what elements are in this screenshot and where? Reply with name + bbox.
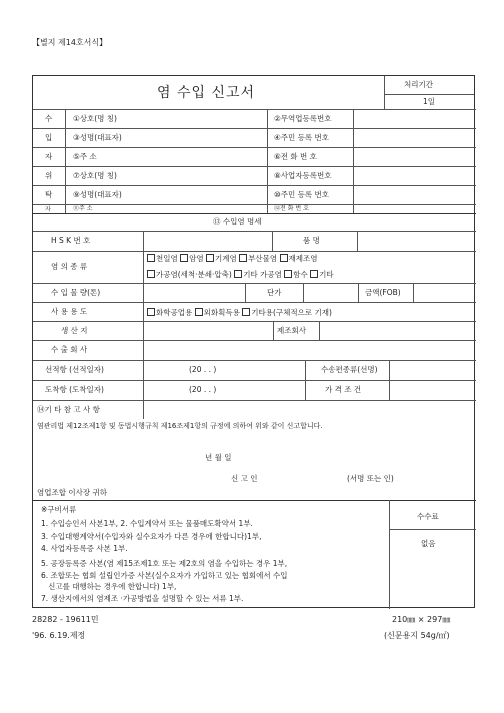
salt-type-option[interactable]: 가공염(세척·분쇄·압축) bbox=[147, 270, 232, 279]
salt-type-option[interactable]: 기계염 bbox=[206, 254, 237, 263]
document-item: 3. 수입대행계약서(수입자와 실수요자가 다른 경우에 한합니다)1부, bbox=[41, 532, 262, 541]
importer-company-name-label: ①상호(명 칭) bbox=[73, 114, 117, 123]
arrival-port-label: 도착항 (도착일자) bbox=[45, 385, 104, 394]
checkbox-icon bbox=[310, 270, 318, 278]
exporter-label: 수 출 회 사 bbox=[51, 345, 88, 354]
fee-label: 수수료 bbox=[417, 512, 439, 521]
transport-type-label: 수송편종류(선명) bbox=[321, 365, 378, 374]
required-documents-heading: ※구비서류 bbox=[41, 505, 77, 514]
usage-options bbox=[147, 308, 332, 317]
consignor-group-label-2: 탁 bbox=[45, 190, 53, 199]
salt-type-option[interactable]: 암염 bbox=[180, 254, 204, 263]
checkbox-icon bbox=[206, 254, 214, 262]
salt-types-row-2 bbox=[147, 270, 334, 279]
declaration-date-line: 년 월 일 bbox=[205, 453, 232, 462]
document-item: 4. 사업자등록증 사본 1부. bbox=[41, 544, 128, 553]
checkbox-icon bbox=[284, 270, 292, 278]
other-notes-label: ⑭기 타 참 고 사 항 bbox=[37, 405, 100, 414]
importer-group-label-2: 입 bbox=[45, 133, 53, 142]
import-salt-details-heading: ⑬ 수입염 명세 bbox=[213, 217, 262, 226]
declaration-form bbox=[32, 75, 475, 608]
checkbox-icon bbox=[234, 270, 242, 278]
consignor-business-reg-no-label: ⑧사업자등록번호 bbox=[274, 171, 332, 180]
checkbox-icon bbox=[195, 308, 203, 316]
processing-period-value: 1일 bbox=[423, 97, 436, 106]
consignor-group-label-1: 위 bbox=[45, 171, 53, 180]
salt-type-option[interactable]: 재제조염 bbox=[280, 254, 318, 263]
checkbox-icon bbox=[147, 254, 155, 262]
form-title: 염 수입 신고서 bbox=[157, 85, 256, 101]
usage-option[interactable]: 외화획득용 bbox=[195, 308, 240, 317]
checkbox-icon bbox=[280, 254, 288, 262]
document-item: 신고를 대행하는 경우에 한합니다) 1부, bbox=[41, 582, 177, 591]
salt-type-option[interactable]: 천일염 bbox=[147, 254, 178, 263]
enactment-date: '96. 6.19.제정 bbox=[32, 631, 86, 640]
salt-type-label: 염 의 종 류 bbox=[51, 262, 88, 271]
importer-trade-reg-no-label: ②무역업등록번호 bbox=[274, 114, 332, 123]
document-item: 5. 공장등록증 사본(염 제15조제1호 또는 제2호의 염을 수입하는 경우 1부, bbox=[41, 559, 288, 568]
amount-fob-label: 금액(FOB) bbox=[365, 288, 401, 297]
consignor-group-label-3: 자 bbox=[45, 206, 51, 213]
consignor-resident-no-label: ⑩주민 등록 번호 bbox=[274, 190, 329, 199]
document-item: 1. 수입승인서 사본1부, 2. 수입계약서 또는 물품매도확약서 1부. bbox=[41, 519, 253, 528]
salt-type-option[interactable]: 기타 bbox=[310, 270, 334, 279]
checkbox-icon bbox=[242, 308, 250, 316]
paper-size: 210㎜ × 297㎜ bbox=[392, 615, 451, 624]
signature-hint: (서명 또는 인) bbox=[347, 474, 394, 483]
importer-phone-label: ⑥전 화 번 호 bbox=[274, 152, 317, 161]
declaration-statement: 염관리법 제12조제1항 및 동법시행규칙 제16조제1항의 규정에 의하여 위와 같이 신고합니다. bbox=[37, 422, 323, 430]
salt-type-option[interactable]: 함수 bbox=[284, 270, 308, 279]
product-name-label: 품 명 bbox=[303, 236, 320, 245]
consignor-phone-label: ⑫전 화 번 호 bbox=[274, 205, 309, 212]
checkbox-icon bbox=[239, 254, 247, 262]
consignor-address-label: ⑪주 소 bbox=[73, 205, 93, 212]
usage-option[interactable]: 화학공업용 bbox=[147, 308, 192, 317]
document-item: 6. 조합또는 협회 설립인가증 사본(실수요자가 가입하고 있는 협회에서 수입 bbox=[41, 571, 288, 580]
importer-group-label-3: 자 bbox=[45, 152, 53, 161]
shipping-date-field[interactable]: (20 . . ) bbox=[189, 365, 217, 374]
form-tag: 【별지 제14호서식】 bbox=[32, 38, 108, 47]
shipping-port-label: 선적항 (선적일자) bbox=[45, 365, 104, 374]
origin-label: 생 산 지 bbox=[61, 326, 88, 335]
quantity-label: 수 입 물 량(톤) bbox=[51, 288, 101, 297]
document-item: 7. 생산지에서의 염제조 ·가공방법을 설명할 수 있는 서류 1부. bbox=[41, 594, 244, 603]
consignor-representative-label: ⑨성명(대표자) bbox=[73, 190, 122, 199]
importer-resident-no-label: ④주민 등록 번호 bbox=[274, 133, 329, 142]
paper-type: (신문용지 54g/㎡) bbox=[384, 631, 450, 640]
processing-period-label: 처리기간 bbox=[404, 80, 433, 89]
checkbox-icon bbox=[147, 270, 155, 278]
salt-type-option[interactable]: 기타 가공염 bbox=[234, 270, 282, 279]
importer-representative-label: ③성명(대표자) bbox=[73, 133, 122, 142]
price-terms-label: 가 격 조 건 bbox=[325, 385, 362, 394]
usage-option[interactable]: 기타용(구체적으로 기재) bbox=[242, 308, 332, 317]
manufacturer-label: 제조회사 bbox=[277, 326, 306, 335]
consignor-company-name-label: ⑦상호(명 칭) bbox=[73, 171, 117, 180]
fee-value: 없음 bbox=[421, 539, 436, 548]
checkbox-icon bbox=[180, 254, 188, 262]
unit-price-label: 단가 bbox=[267, 288, 282, 297]
importer-group-label-1: 수 bbox=[45, 114, 53, 123]
checkbox-icon bbox=[147, 308, 155, 316]
addressee: 염업조합 이사장 귀하 bbox=[37, 488, 107, 497]
declarant-label: 신 고 인 bbox=[231, 474, 258, 483]
hsk-number-label: H S K 번 호 bbox=[51, 236, 91, 245]
usage-label: 사 용 용 도 bbox=[51, 307, 88, 316]
arrival-date-field[interactable]: (20 . . ) bbox=[189, 385, 217, 394]
salt-types-row-1 bbox=[147, 254, 318, 263]
salt-type-option[interactable]: 부산물염 bbox=[239, 254, 277, 263]
form-code: 28282 - 19611민 bbox=[32, 615, 99, 624]
importer-address-label: ⑤주 소 bbox=[73, 152, 97, 161]
